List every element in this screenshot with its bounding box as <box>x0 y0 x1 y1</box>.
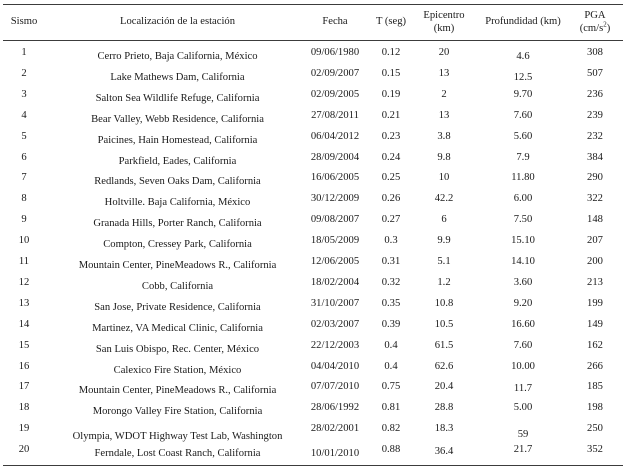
cell-pga: 266 <box>587 360 603 372</box>
cell-pga: 384 <box>587 151 603 163</box>
cell-pga: 322 <box>587 193 603 205</box>
cell-fecha: 22/12/2003 <box>310 339 360 351</box>
header-epicentro-line2: (km) <box>433 23 455 34</box>
cell-sismo: 10 <box>18 235 30 247</box>
cell-epicentro: 36.4 <box>434 446 454 458</box>
cell-localizacion: Mountain Center, PineMeadows R., California <box>78 385 277 397</box>
cell-pga: 198 <box>587 402 603 414</box>
header-epicentro <box>411 9 477 35</box>
cell-fecha: 10/01/2010 <box>310 448 360 460</box>
cell-t: 0.15 <box>381 67 401 79</box>
header-localizacion: Localización de la estación <box>119 16 235 27</box>
cell-profundidad: 7.9 <box>516 151 530 163</box>
cell-localizacion: San Jose, Private Residence, California <box>94 301 261 313</box>
cell-t: 0.4 <box>384 339 398 351</box>
cell-t: 0.88 <box>381 444 401 456</box>
cell-sismo: 16 <box>18 360 30 372</box>
cell-profundidad: 5.00 <box>513 402 533 414</box>
table-row <box>0 296 626 318</box>
cell-fecha: 02/03/2007 <box>310 318 360 330</box>
cell-localizacion: Olympia, WDOT Highway Test Lab, Washington <box>72 431 283 443</box>
cell-t: 0.3 <box>384 235 398 247</box>
cell-profundidad: 9.20 <box>513 297 533 309</box>
table-top-rule <box>3 4 623 5</box>
table-row <box>0 212 626 234</box>
table-row <box>0 379 626 401</box>
cell-t: 0.75 <box>381 381 401 393</box>
cell-t: 0.26 <box>381 193 401 205</box>
cell-profundidad: 14.10 <box>511 256 535 267</box>
cell-epicentro: 13 <box>438 67 450 79</box>
cell-pga: 185 <box>587 381 603 393</box>
table-row <box>0 191 626 213</box>
cell-fecha: 07/07/2010 <box>310 381 360 393</box>
cell-epicentro: 61.5 <box>434 339 454 351</box>
cell-localizacion: Redlands, Seven Oaks Dam, California <box>94 176 261 188</box>
cell-profundidad: 7.60 <box>513 339 533 351</box>
cell-t: 0.21 <box>381 109 401 121</box>
cell-epicentro: 2 <box>441 88 447 100</box>
header-pga <box>567 9 623 35</box>
cell-pga: 232 <box>587 130 603 142</box>
cell-sismo: 18 <box>18 402 30 414</box>
table-row <box>0 338 626 360</box>
header-t: T (seg) <box>375 16 407 27</box>
cell-localizacion: Morongo Valley Fire Station, California <box>92 406 263 418</box>
cell-fecha: 18/02/2004 <box>310 276 360 288</box>
cell-localizacion: Compton, Cressey Park, California <box>103 239 252 251</box>
cell-epicentro: 18.3 <box>434 423 454 435</box>
cell-epicentro: 62.6 <box>434 360 454 372</box>
cell-fecha: 09/06/1980 <box>310 47 360 58</box>
cell-pga: 239 <box>587 109 603 121</box>
cell-profundidad: 16.60 <box>511 318 535 330</box>
cell-t: 0.82 <box>381 423 401 435</box>
cell-epicentro: 1.2 <box>437 276 451 288</box>
cell-epicentro: 6 <box>441 214 447 226</box>
cell-profundidad: 7.50 <box>513 214 533 226</box>
cell-pga: 200 <box>587 256 603 267</box>
cell-localizacion: Paicines, Hain Homestead, California <box>97 134 258 146</box>
cell-profundidad: 11.80 <box>511 172 535 184</box>
cell-pga: 507 <box>587 67 603 79</box>
cell-epicentro: 42.2 <box>434 193 454 205</box>
cell-fecha: 09/08/2007 <box>310 214 360 226</box>
table-row <box>0 108 626 130</box>
cell-epicentro: 28.8 <box>434 402 454 414</box>
cell-pga: 207 <box>587 235 603 247</box>
cell-epicentro: 10 <box>438 172 450 184</box>
cell-epicentro: 3.8 <box>437 130 451 142</box>
cell-profundidad: 4.6 <box>516 51 530 62</box>
table-row <box>0 150 626 172</box>
cell-localizacion: Ferndale, Lost Coast Ranch, California <box>94 448 261 460</box>
cell-profundidad: 21.7 <box>513 444 533 456</box>
cell-profundidad: 9.70 <box>513 88 533 100</box>
cell-t: 0.27 <box>381 214 401 226</box>
cell-fecha: 16/06/2005 <box>310 172 360 184</box>
cell-profundidad: 6.00 <box>513 193 533 205</box>
cell-t: 0.25 <box>381 172 401 184</box>
cell-t: 0.23 <box>381 130 401 142</box>
cell-fecha: 30/12/2009 <box>310 193 360 205</box>
cell-profundidad: 3.60 <box>513 276 533 288</box>
cell-fecha: 28/02/2001 <box>310 423 360 435</box>
cell-epicentro: 20.4 <box>434 381 454 393</box>
cell-localizacion: Cobb, California <box>141 280 214 292</box>
cell-fecha: 28/06/1992 <box>310 402 360 414</box>
cell-epicentro: 9.9 <box>437 235 451 247</box>
cell-localizacion: San Luis Obispo, Rec. Center, México <box>95 343 260 355</box>
cell-profundidad: 15.10 <box>511 235 535 247</box>
cell-profundidad: 11.7 <box>513 383 533 395</box>
cell-pga: 199 <box>587 297 603 309</box>
cell-epicentro: 10.5 <box>434 318 454 330</box>
cell-t: 0.81 <box>381 402 401 414</box>
cell-localizacion: Calexico Fire Station, México <box>113 364 242 376</box>
header-profundidad: Profundidad (km) <box>485 16 561 27</box>
table-header-rule <box>3 40 623 41</box>
cell-t: 0.32 <box>381 276 401 288</box>
cell-t: 0.35 <box>381 297 401 309</box>
header-pga-line1: PGA <box>584 10 606 21</box>
cell-pga: 148 <box>587 214 603 226</box>
table-row <box>0 45 626 67</box>
cell-fecha: 31/10/2007 <box>310 297 360 309</box>
cell-pga: 162 <box>587 339 603 351</box>
table-row <box>0 87 626 109</box>
cell-profundidad: 12.5 <box>513 71 533 83</box>
cell-t: 0.31 <box>381 256 401 267</box>
cell-localizacion: Holtville. Baja California, México <box>104 197 251 209</box>
cell-epicentro: 20 <box>438 47 450 58</box>
cell-pga: 236 <box>587 88 603 100</box>
cell-sismo: 13 <box>18 297 30 309</box>
cell-profundidad: 10.00 <box>511 360 535 372</box>
cell-sismo: 17 <box>18 381 30 393</box>
cell-pga: 250 <box>587 423 603 435</box>
cell-sismo: 14 <box>18 318 30 330</box>
cell-pga: 290 <box>587 172 603 184</box>
cell-localizacion: Lake Mathews Dam, California <box>110 71 245 83</box>
cell-sismo: 20 <box>18 444 30 456</box>
cell-fecha: 06/04/2012 <box>310 130 360 142</box>
table-row <box>0 254 626 276</box>
cell-t: 0.4 <box>384 360 398 372</box>
table-row <box>0 442 626 464</box>
cell-epicentro: 13 <box>438 109 450 121</box>
cell-fecha: 04/04/2010 <box>310 360 360 372</box>
table-row <box>0 421 626 443</box>
cell-localizacion: Granada Hills, Porter Ranch, California <box>93 218 262 230</box>
cell-sismo: 19 <box>18 423 30 435</box>
cell-profundidad: 5.60 <box>513 130 533 142</box>
cell-epicentro: 5.1 <box>437 256 451 267</box>
cell-profundidad: 7.60 <box>513 109 533 121</box>
cell-t: 0.24 <box>381 151 401 163</box>
cell-localizacion: Bear Valley, Webb Residence, California <box>91 113 264 125</box>
cell-sismo: 2 <box>21 67 27 79</box>
cell-fecha: 18/05/2009 <box>310 235 360 247</box>
cell-pga: 308 <box>587 47 603 58</box>
table-row <box>0 275 626 297</box>
table-row <box>0 233 626 255</box>
cell-sismo: 1 <box>21 47 27 58</box>
table-row <box>0 317 626 339</box>
cell-sismo: 3 <box>21 88 27 100</box>
cell-sismo: 6 <box>21 151 27 163</box>
cell-fecha: 02/09/2007 <box>310 67 360 79</box>
cell-sismo: 9 <box>21 214 27 226</box>
table-row <box>0 66 626 88</box>
header-epicentro-line1: Epicentro <box>423 10 465 21</box>
header-pga-unit: $(cm/s^2)$ <box>579 20 611 34</box>
cell-localizacion: Salton Sea Wildlife Refuge, California <box>95 92 260 104</box>
cell-pga: 352 <box>587 444 603 456</box>
cell-pga: 213 <box>587 276 603 288</box>
table-bottom-rule <box>3 465 623 466</box>
cell-sismo: 8 <box>21 193 27 205</box>
cell-localizacion: Parkfield, Eades, California <box>118 155 237 167</box>
cell-t: 0.19 <box>381 88 401 100</box>
cell-localizacion: Martinez, VA Medical Clinic, California <box>92 322 263 334</box>
cell-localizacion: Mountain Center, PineMeadows R., California <box>78 260 277 271</box>
cell-sismo: 5 <box>21 130 27 142</box>
cell-sismo: 4 <box>21 109 27 121</box>
table-row <box>0 400 626 422</box>
table-row <box>0 129 626 151</box>
cell-fecha: 28/09/2004 <box>310 151 360 163</box>
header-sismo: Sismo <box>10 16 38 27</box>
header-fecha: Fecha <box>322 16 348 27</box>
cell-localizacion: Cerro Prieto, Baja California, México <box>97 51 258 62</box>
cell-sismo: 7 <box>21 172 27 184</box>
cell-fecha: 12/06/2005 <box>310 256 360 267</box>
cell-t: 0.39 <box>381 318 401 330</box>
cell-epicentro: 9.8 <box>437 151 451 163</box>
cell-sismo: 15 <box>18 339 30 351</box>
table-row <box>0 170 626 192</box>
table-row <box>0 359 626 381</box>
cell-pga: 149 <box>587 318 603 330</box>
cell-t: 0.12 <box>381 47 401 58</box>
cell-profundidad: 59 <box>517 429 529 441</box>
cell-fecha: 02/09/2005 <box>310 88 360 100</box>
cell-sismo: 12 <box>18 276 30 288</box>
cell-epicentro: 10.8 <box>434 297 454 309</box>
cell-sismo: 11 <box>18 256 30 267</box>
cell-fecha: 27/08/2011 <box>311 109 359 121</box>
